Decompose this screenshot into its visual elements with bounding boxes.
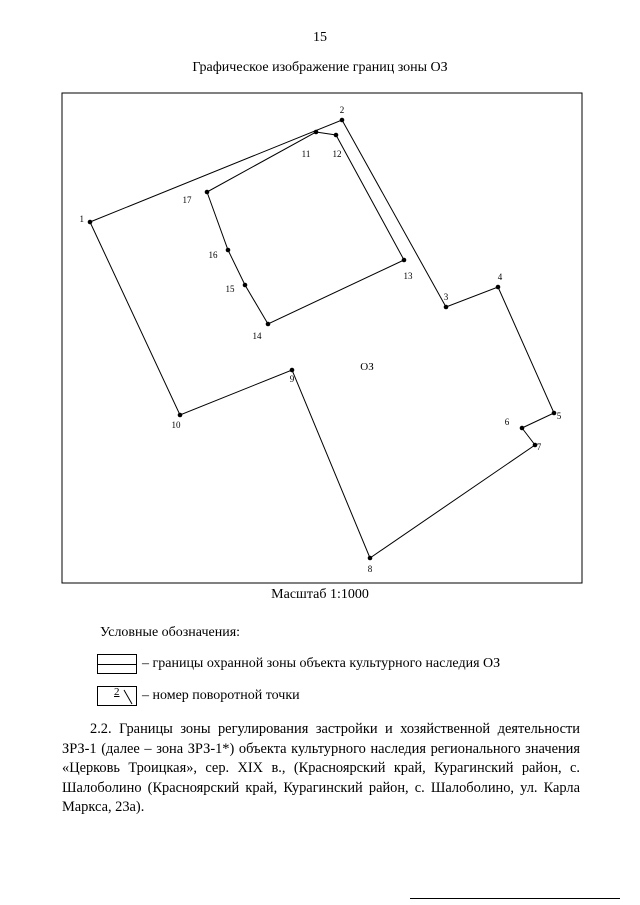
legend-point-row <box>97 684 300 708</box>
point-label-14: 14 <box>252 331 262 341</box>
point-swatch-number: 2 <box>114 686 120 698</box>
legend-point-text: – номер поворотной точки <box>142 688 300 703</box>
drawing-frame <box>62 93 582 583</box>
boundary-swatch <box>97 654 137 674</box>
point-marker-1 <box>88 220 93 225</box>
point-marker-11 <box>314 130 319 135</box>
point-marker-17 <box>205 190 210 195</box>
page-number: 15 <box>313 30 327 45</box>
point-labels <box>80 105 562 574</box>
point-label-6: 6 <box>504 417 510 427</box>
paragraph-text: 2.2. Границы зоны регулирования застройки и хозяйственной деятельности ЗРЗ-1 (далее – зона ЗРЗ-1*) объекта культурного наследия регионального значения «Церковь Троицкая», сер. XIX в., (Красноярский край, Курагинский район, с. Шалоболино (Красноярский край, Курагинский район, с. Шалоболино, ул. Карла Маркса, 23а). <box>62 721 580 815</box>
point-label-7: 7 <box>536 442 542 452</box>
point-label-5: 5 <box>556 411 562 421</box>
point-label-13: 13 <box>403 271 413 281</box>
point-marker-5 <box>552 411 557 416</box>
point-marker-4 <box>496 285 501 290</box>
point-marker-6 <box>520 426 525 431</box>
outer-boundary <box>90 120 554 558</box>
point-label-11: 11 <box>301 149 311 159</box>
legend-title: Условные обозначения: <box>100 625 241 640</box>
point-label-9: 9 <box>289 374 295 384</box>
point-label-1: 1 <box>79 214 84 224</box>
point-markers <box>88 118 557 561</box>
point-marker-10 <box>178 413 183 418</box>
point-marker-16 <box>226 248 231 253</box>
point-marker-15 <box>243 283 248 288</box>
point-label-16: 16 <box>208 250 218 260</box>
point-label-3: 3 <box>443 292 449 302</box>
point-swatch <box>97 686 137 706</box>
scale-label: Масштаб 1:1000 <box>271 587 369 602</box>
point-label-12: 12 <box>332 149 342 159</box>
legend-boundary-row <box>97 652 500 676</box>
point-label-2: 2 <box>339 105 345 115</box>
point-label-10: 10 <box>171 420 181 430</box>
point-marker-2 <box>340 118 345 123</box>
point-label-17: 17 <box>182 195 192 205</box>
point-label-8: 8 <box>367 564 373 574</box>
point-marker-3 <box>444 305 449 310</box>
point-label-15: 15 <box>225 284 235 294</box>
inner-boundary <box>207 132 404 324</box>
legend-boundary-text: – границы охранной зоны объекта культурного наследия ОЗ <box>142 656 501 671</box>
point-label-4: 4 <box>497 272 503 282</box>
point-marker-8 <box>368 556 373 561</box>
section-paragraph <box>62 720 580 818</box>
point-marker-14 <box>266 322 271 327</box>
point-marker-12 <box>334 133 339 138</box>
drawing-title: Графическое изображение границ зоны ОЗ <box>192 60 448 75</box>
zone-label: ОЗ <box>360 361 374 373</box>
bottom-rule <box>410 898 620 899</box>
point-marker-13 <box>402 258 407 263</box>
point-marker-9 <box>290 368 295 373</box>
